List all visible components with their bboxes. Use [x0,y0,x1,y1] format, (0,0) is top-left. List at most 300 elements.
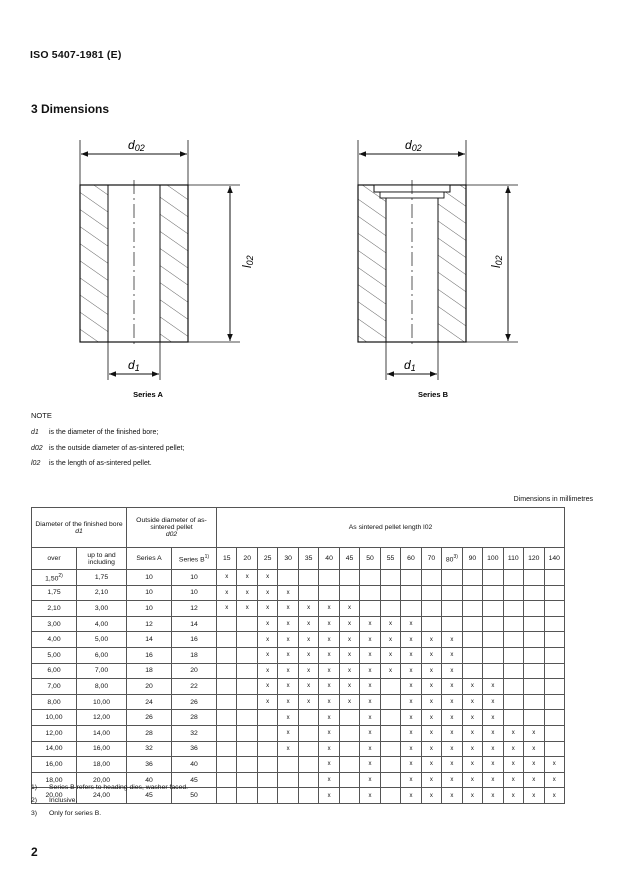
note-item: d02 is the outside diameter of as-sintered pellet; [31,445,185,452]
cell-mark [483,647,503,663]
over-value: 3,00 [47,620,61,628]
cell-mark: x [217,601,237,617]
cell-series-a: 18 [127,663,172,679]
cell-mark [544,585,565,601]
cell-mark: x [319,616,339,632]
header-length-55: 55 [380,548,400,570]
header-over: over [32,548,77,570]
cell-mark: x [401,710,421,726]
cell-mark [380,570,400,586]
cell-mark: x [319,772,339,788]
table-row [32,632,565,648]
cell-upto: 2,10 [77,585,127,601]
cell-mark [217,741,237,757]
header-length-110: 110 [503,548,523,570]
cell-mark: x [524,788,544,804]
cell-mark: x [503,725,523,741]
over-value: 1,50 [45,574,59,582]
cell-mark: x [339,694,359,710]
cell-mark: x [360,694,380,710]
cell-mark: x [339,616,359,632]
header-series-a: Series A [127,548,172,570]
cell-mark [544,601,565,617]
cell-series-b: 20 [172,663,217,679]
cell-upto: 4,00 [77,616,127,632]
table-row [32,601,565,617]
cell-mark [503,710,523,726]
footnote: 1) Series B refers to heading dies, washer faced. [31,784,189,791]
header-length: As sintered pellet length l02 [217,508,565,548]
cell-series-a: 16 [127,647,172,663]
cell-mark [217,757,237,773]
cell-series-b: 50 [172,788,217,804]
cell-mark [257,741,277,757]
cell-mark: x [421,647,441,663]
cell-mark [380,694,400,710]
cell-mark: x [544,757,565,773]
cell-mark: x [339,632,359,648]
cell-mark [421,570,441,586]
cell-series-b: 40 [172,757,217,773]
cell-mark: x [360,647,380,663]
cell-mark: x [421,663,441,679]
cell-mark [237,647,257,663]
header-length-100: 100 [483,548,503,570]
cell-mark: x [278,741,298,757]
cell-upto: 16,00 [77,741,127,757]
cell-mark: x [298,632,318,648]
cell-mark: x [401,757,421,773]
cell-mark: x [503,772,523,788]
cell-mark [257,772,277,788]
cell-mark [442,601,462,617]
cell-mark: x [442,772,462,788]
cell-series-a: 45 [127,788,172,804]
series-b-caption: Series B [417,390,449,399]
cell-mark [401,570,421,586]
cell-mark [544,632,565,648]
cell-mark [298,710,318,726]
cell-mark [462,570,482,586]
cell-mark [217,616,237,632]
series-a-outer-label: d02 [128,138,145,153]
cell-mark [483,663,503,679]
cell-series-b: 16 [172,632,217,648]
cell-series-a: 26 [127,710,172,726]
cell-series-a: 24 [127,694,172,710]
cell-mark: x [401,616,421,632]
cell-over [32,616,77,632]
header-length-45: 45 [339,548,359,570]
note-item: l02 is the length of as-sintered pellet. [31,460,152,467]
cell-series-a: 28 [127,725,172,741]
standard-header: ISO 5407-1981 (E) [30,49,122,61]
table-row [32,694,565,710]
cell-mark [257,757,277,773]
cell-mark: x [257,585,277,601]
cell-mark [462,585,482,601]
cell-mark: x [237,601,257,617]
cell-mark: x [319,663,339,679]
cell-mark: x [401,647,421,663]
table-row [32,741,565,757]
cell-mark [421,616,441,632]
cell-mark [524,679,544,695]
cell-mark: x [257,570,277,586]
cell-mark: x [298,694,318,710]
table-row [32,757,565,773]
cell-mark: x [483,725,503,741]
cell-series-a: 32 [127,741,172,757]
cell-mark [524,663,544,679]
cell-upto: 12,00 [77,710,127,726]
cell-mark: x [462,757,482,773]
cell-upto: 3,00 [77,601,127,617]
cell-mark [462,632,482,648]
cell-mark [380,757,400,773]
cell-mark: x [319,647,339,663]
header-length-25: 25 [257,548,277,570]
cell-mark: x [278,694,298,710]
table-row [32,679,565,695]
cell-series-b: 10 [172,570,217,586]
cell-mark [544,663,565,679]
cell-mark: x [462,788,482,804]
header-length-140: 140 [544,548,565,570]
cell-series-a: 40 [127,772,172,788]
series-a-length-label: l02 [240,255,255,268]
cell-mark: x [442,694,462,710]
cell-mark [339,710,359,726]
over-value: 10,00 [45,714,63,722]
cell-mark: x [401,725,421,741]
cell-mark [339,741,359,757]
cell-mark [360,601,380,617]
header-length-30: 30 [278,548,298,570]
series-b-length-label: l02 [489,255,504,268]
cell-mark: x [442,647,462,663]
cell-mark: x [237,585,257,601]
cell-upto: 10,00 [77,694,127,710]
cell-mark: x [421,725,441,741]
cell-mark [462,647,482,663]
cell-mark [298,788,318,804]
cell-upto: 8,00 [77,679,127,695]
cell-mark: x [544,772,565,788]
table-row [32,710,565,726]
series-a-caption: Series A [133,390,163,399]
cell-mark [257,725,277,741]
cell-mark: x [360,710,380,726]
cell-mark [503,694,523,710]
cell-mark [524,601,544,617]
header-upto: up to and including [77,548,127,570]
over-value: 12,00 [45,729,63,737]
cell-mark: x [442,663,462,679]
header-length-80 [442,548,462,570]
length-footnote-mark: 3) [453,553,458,560]
cell-mark [503,679,523,695]
over-value: 20,00 [45,792,63,800]
cell-mark: x [503,757,523,773]
cell-mark: x [319,679,339,695]
header-outer: Outside diameter of as-sintered pellet d02 [127,508,217,548]
header-length-50: 50 [360,548,380,570]
cell-mark [524,647,544,663]
over-value: 6,00 [47,667,61,675]
cell-mark: x [421,710,441,726]
cell-mark: x [217,585,237,601]
cell-mark [544,694,565,710]
cell-mark [380,710,400,726]
header-length-90: 90 [462,548,482,570]
cell-mark [380,772,400,788]
cell-mark [462,601,482,617]
cell-mark: x [278,725,298,741]
cell-mark [278,772,298,788]
cell-mark [360,570,380,586]
cell-mark: x [442,741,462,757]
cell-mark: x [401,741,421,757]
cell-mark [401,585,421,601]
cell-mark: x [298,663,318,679]
cell-mark [544,616,565,632]
cell-mark: x [421,741,441,757]
cell-mark [237,788,257,804]
cell-mark [503,663,523,679]
cell-mark: x [319,757,339,773]
cell-over [32,694,77,710]
note-item: d1 is the diameter of the finished bore; [31,429,159,436]
cell-mark [237,616,257,632]
over-value: 7,00 [47,682,61,690]
cell-series-a: 10 [127,601,172,617]
cell-mark: x [278,616,298,632]
table-row [32,725,565,741]
units-label: Dimensions in millimetres [513,496,593,503]
cell-mark [319,570,339,586]
cell-mark: x [483,679,503,695]
cell-mark [442,570,462,586]
cell-series-a: 10 [127,570,172,586]
cell-mark: x [257,679,277,695]
cell-over [32,647,77,663]
cell-over [32,725,77,741]
cell-mark [483,632,503,648]
cell-mark: x [339,601,359,617]
cell-mark [339,570,359,586]
cell-mark [442,616,462,632]
cell-mark: x [483,772,503,788]
cell-mark [380,601,400,617]
cell-mark: x [462,710,482,726]
cell-mark [278,757,298,773]
cell-mark: x [319,601,339,617]
cell-mark [278,570,298,586]
cell-over [32,570,77,586]
cell-mark: x [401,788,421,804]
over-value: 4,00 [47,636,61,644]
cell-mark [298,757,318,773]
cell-mark [237,725,257,741]
cell-mark [503,585,523,601]
cell-mark: x [319,725,339,741]
table-row [32,647,565,663]
cell-mark: x [257,616,277,632]
cell-mark [483,585,503,601]
cell-mark [483,616,503,632]
header-length-15: 15 [217,548,237,570]
cell-series-a: 12 [127,616,172,632]
over-value: 18,00 [45,776,63,784]
table-row [32,616,565,632]
cell-series-b: 10 [172,585,217,601]
cell-mark [380,679,400,695]
header-length-20: 20 [237,548,257,570]
cell-series-b: 14 [172,616,217,632]
cell-mark: x [278,679,298,695]
cell-mark: x [483,710,503,726]
footnote: 2) Inclusive. [31,797,78,804]
cell-mark: x [319,788,339,804]
cell-upto: 1,75 [77,570,127,586]
cell-mark [503,601,523,617]
cell-over [32,663,77,679]
cell-mark: x [257,663,277,679]
cell-upto: 24,00 [77,788,127,804]
cell-mark [462,663,482,679]
header-length-70: 70 [421,548,441,570]
cell-mark [544,570,565,586]
header-series-b: Series $B^{1)}$ [172,548,217,570]
cell-mark [319,585,339,601]
cell-mark [524,710,544,726]
cell-mark [237,710,257,726]
cell-mark: x [483,741,503,757]
table-row [32,663,565,679]
note-title: NOTE [31,411,52,420]
cell-mark [278,788,298,804]
cell-mark [524,570,544,586]
cell-mark [503,632,523,648]
cell-mark: x [442,725,462,741]
cell-upto: 6,00 [77,647,127,663]
cell-mark [401,601,421,617]
cell-mark: x [319,694,339,710]
over-value: 14,00 [45,745,63,753]
cell-mark: x [278,632,298,648]
over-value: 16,00 [45,760,63,768]
series-a-bore-label: d1 [128,358,140,373]
cell-mark: x [442,710,462,726]
cell-mark [237,694,257,710]
cell-upto: 5,00 [77,632,127,648]
cell-mark: x [360,616,380,632]
cell-mark: x [278,663,298,679]
cell-mark: x [360,679,380,695]
cell-upto: 20,00 [77,772,127,788]
cell-series-a: 20 [127,679,172,695]
cell-mark: x [257,601,277,617]
cell-series-b: 12 [172,601,217,617]
length-value: 80 [445,556,454,564]
cell-mark [503,570,523,586]
cell-mark: x [503,741,523,757]
cell-mark: x [319,741,339,757]
cell-mark [524,616,544,632]
cell-mark: x [237,570,257,586]
cell-mark: x [462,725,482,741]
cell-mark [217,725,237,741]
footnotes [31,784,188,823]
section-title: 3 Dimensions [31,102,110,116]
cell-series-b: 32 [172,725,217,741]
cell-mark: x [401,694,421,710]
cell-mark [380,741,400,757]
cell-mark: x [483,788,503,804]
cell-mark: x [442,679,462,695]
cell-mark: x [380,616,400,632]
cell-mark [380,725,400,741]
cell-mark: x [401,663,421,679]
footnote: 3) Only for series B. [31,810,102,817]
cell-mark: x [503,788,523,804]
cell-mark [544,647,565,663]
cell-mark: x [339,663,359,679]
header-length-40: 40 [319,548,339,570]
cell-mark [544,741,565,757]
cell-mark [544,710,565,726]
over-footnote-mark: 2) [58,572,63,579]
cell-upto: 14,00 [77,725,127,741]
header-length-120: 120 [524,548,544,570]
cell-mark [217,694,237,710]
over-value: 1,75 [47,589,61,597]
cell-mark [298,772,318,788]
cell-mark [237,757,257,773]
cell-mark [421,601,441,617]
cell-mark: x [483,757,503,773]
cell-mark: x [360,772,380,788]
cell-mark [298,570,318,586]
cell-mark: x [298,679,318,695]
cell-mark: x [401,632,421,648]
cell-mark: x [360,725,380,741]
cell-mark [237,632,257,648]
cell-mark [524,694,544,710]
cell-mark [217,788,237,804]
cell-mark: x [217,570,237,586]
cell-mark: x [257,632,277,648]
cell-mark [380,788,400,804]
cell-mark: x [278,710,298,726]
cell-mark: x [401,772,421,788]
cell-mark: x [524,772,544,788]
cell-mark [503,616,523,632]
cell-mark [462,616,482,632]
cell-mark [339,725,359,741]
cell-mark [298,585,318,601]
cell-mark [483,601,503,617]
cell-mark: x [278,601,298,617]
cell-mark [217,663,237,679]
cell-mark: x [339,679,359,695]
cell-mark [442,585,462,601]
cell-mark: x [462,772,482,788]
cell-mark [298,741,318,757]
cell-mark [339,757,359,773]
cell-mark [237,679,257,695]
